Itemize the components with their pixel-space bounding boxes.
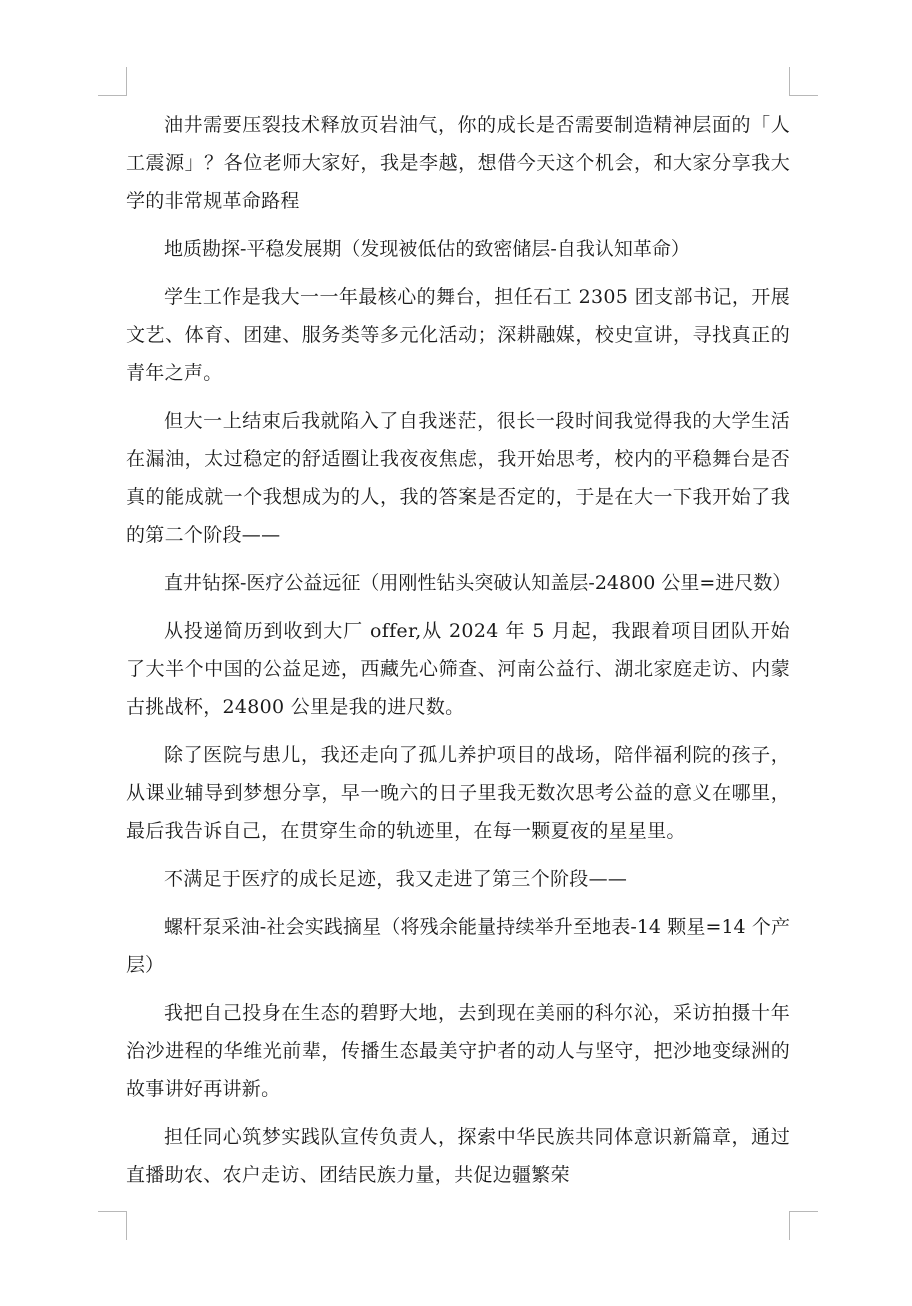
corner-mark-bottom-right xyxy=(789,1211,818,1240)
corner-mark-top-left xyxy=(98,67,127,96)
section-heading-screw-pump: 螺杆泵采油-社会实践摘星（将残余能量持续举升至地表-14 颗星=14 个产层） xyxy=(126,916,790,976)
paragraph-student-work: 学生工作是我大一一年最核心的舞台，担任石工 2305 团支部书记，开展文艺、体育、团建、服务类等多元化活动；深耕融媒，校史宣讲，寻找真正的青年之声。 xyxy=(126,286,790,384)
paragraph-public-welfare: 从投递简历到收到大厂 offer,从 2024 年 5 月起，我跟着项目团队开始了大半个中国的公益足迹，西藏先心筛查、河南公益行、湖北家庭走访、内蒙古挑战杯，24800 公里是我的进尺数。 xyxy=(126,620,790,718)
section-heading-geological-survey: 地质勘探-平稳发展期（发现被低估的致密储层-自我认知革命） xyxy=(164,238,690,260)
paragraph-orphan-care: 除了医院与患儿，我还走向了孤儿养护项目的战场，陪伴福利院的孩子，从课业辅导到梦想分享，早一晚六的日子里我无数次思考公益的意义在哪里，最后我告诉自己，在贯穿生命的轨迹里，在每一颗夏夜的星星里。 xyxy=(126,744,790,842)
paragraph-self-confusion: 但大一上结束后我就陷入了自我迷茫，很长一段时间我觉得我的大学生活在漏油，太过稳定的舒适圈让我夜夜焦虑，我开始思考，校内的平稳舞台是否真的能成就一个我想成为的人，我的答案是否定的，于是在大一下我开始了我的第二个阶段—— xyxy=(126,410,790,546)
paragraph-practice-team: 担任同心筑梦实践队宣传负责人，探索中华民族共同体意识新篇章，通过直播助农、农户走访、团结民族力量，共促边疆繁荣 xyxy=(126,1126,790,1186)
paragraph-third-stage-intro: 不满足于医疗的成长足迹，我又走进了第三个阶段—— xyxy=(164,868,628,890)
corner-mark-top-right xyxy=(789,67,818,96)
document-body xyxy=(126,106,790,1204)
corner-mark-bottom-left xyxy=(98,1211,127,1240)
paragraph-ecology: 我把自己投身在生态的碧野大地，去到现在美丽的科尔沁，采访拍摄十年治沙进程的华维光前辈，传播生态最美守护者的动人与坚守，把沙地变绿洲的故事讲好再讲新。 xyxy=(126,1002,790,1100)
section-heading-vertical-drilling: 直井钻探-医疗公益远征（用刚性钻头突破认知盖层-24800 公里=进尺数） xyxy=(164,572,792,594)
paragraph-intro: 油井需要压裂技术释放页岩油气，你的成长是否需要制造精神层面的「人工震源」？各位老师大家好，我是李越，想借今天这个机会，和大家分享我大学的非常规革命路程 xyxy=(126,114,790,212)
